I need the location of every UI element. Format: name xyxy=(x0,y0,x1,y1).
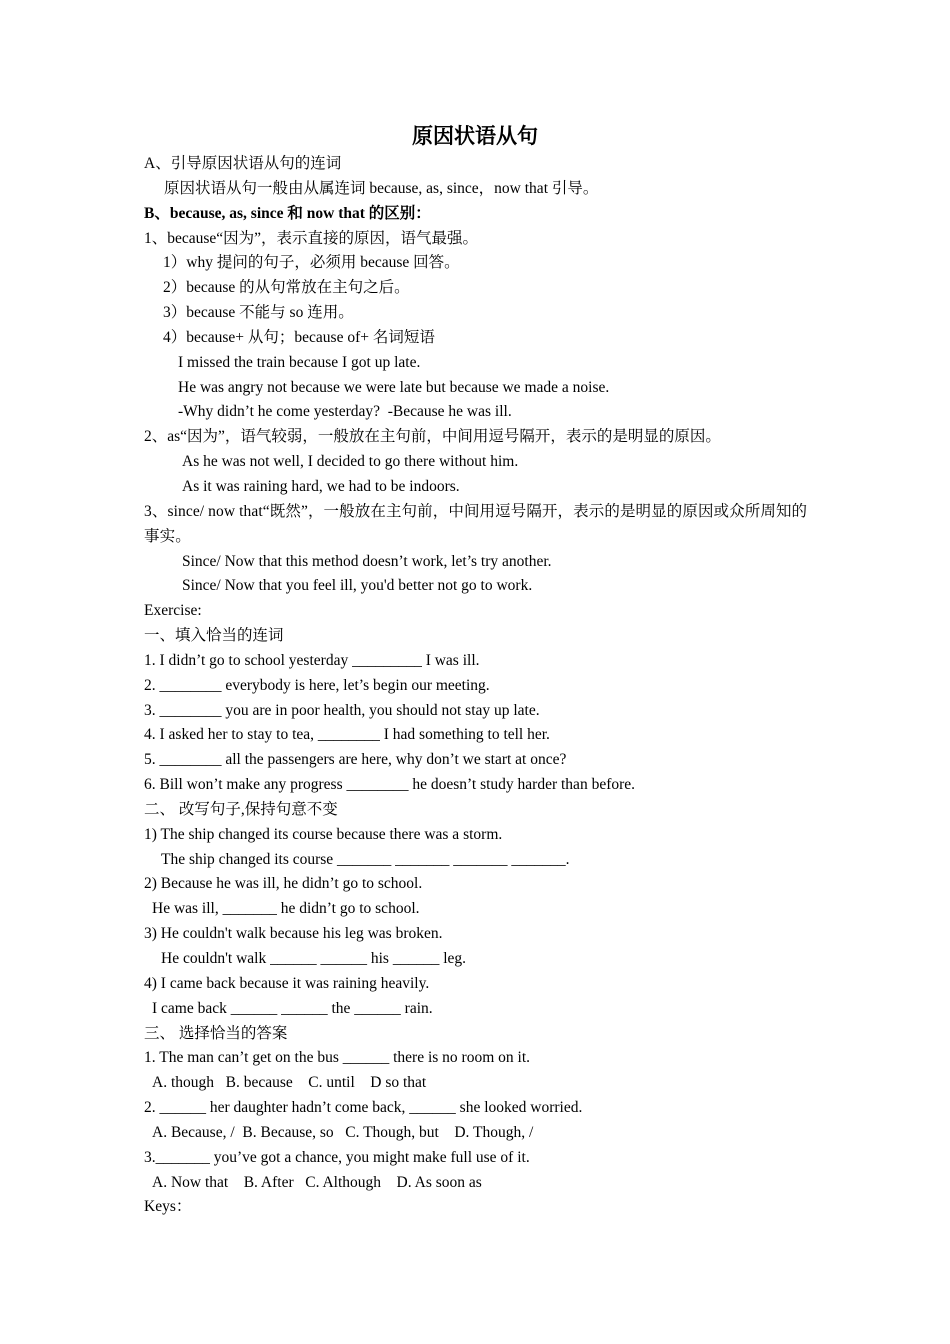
part-2-question: 1) The ship changed its course because there was a storm. xyxy=(144,825,503,843)
part-1-item: 3. ________ you are in poor health, you should not stay up late. xyxy=(144,701,540,719)
keys-label: Keys： xyxy=(144,1198,192,1216)
item-3-text: 3、since/ now that“既然”，一般放在主句前，中间用逗号隔开，表示的是明显的原因或众所周知的事实。 xyxy=(144,502,808,545)
section-b-heading: B、because, as, since 和 now that 的区别： xyxy=(144,204,431,222)
part-2-answer: The ship changed its course _______ _______ _______ _______. xyxy=(161,850,570,868)
item-1-example-1: I missed the train because I got up late. xyxy=(178,353,421,371)
part-3-options: A. though B. because C. until D so that xyxy=(152,1074,427,1092)
item-3-example-1: Since/ Now that this method doesn’t work, let’s try another. xyxy=(182,552,552,570)
part-2-answer: I came back ______ ______ the ______ rain. xyxy=(152,999,433,1017)
part-2-answer: He was ill, _______ he didn’t go to school. xyxy=(152,900,420,918)
part-2-question: 4) I came back because it was raining heavily. xyxy=(144,974,430,992)
item-2-text: 2、as“因为”，语气较弱，一般放在主句前，中间用逗号隔开，表示的是明显的原因。 xyxy=(144,428,721,446)
section-a-body: 原因状语从句一般由从属连词 because, as, since，now that 引导。 xyxy=(164,179,599,197)
item-1-sub-3: 3）because 不能与 so 连用。 xyxy=(163,304,354,322)
part-1-item: 4. I asked her to stay to tea, ________ I had something to tell her. xyxy=(144,726,550,744)
item-1-sub-2: 2）because 的从句常放在主句之后。 xyxy=(163,279,410,297)
part-3-question: 1. The man can’t get on the bus ______ there is no room on it. xyxy=(144,1049,531,1067)
item-1-example-3: -Why didn’t he come yesterday? -Because he was ill. xyxy=(178,403,512,421)
part-3-options: A. Now that B. After C. Although D. As soon as xyxy=(152,1173,482,1191)
part-1-heading: 一、填入恰当的连词 xyxy=(144,627,284,645)
part-3-options: A. Because, / B. Because, so C. Though, but D. Though, / xyxy=(152,1123,534,1141)
section-a-heading: A、引导原因状语从句的连词 xyxy=(144,155,342,172)
item-1-sub-1: 1）why 提问的句子，必须用 because 回答。 xyxy=(163,254,460,272)
part-3-heading: 三、 选择恰当的答案 xyxy=(144,1024,288,1042)
part-2-question: 2) Because he was ill, he didn’t go to school. xyxy=(144,875,423,893)
part-1-item: 2. ________ everybody is here, let’s begin our meeting. xyxy=(144,676,490,694)
item-3-example-2: Since/ Now that you feel ill, you'd better not go to work. xyxy=(182,577,533,595)
item-2-example-1: As he was not well, I decided to go there without him. xyxy=(182,453,519,471)
item-1-text: 1、because“因为”，表示直接的原因，语气最强。 xyxy=(144,229,479,247)
document-page xyxy=(144,120,814,1220)
document-title: 原因状语从句 xyxy=(412,124,538,148)
part-2-question: 3) He couldn't walk because his leg was broken. xyxy=(144,925,443,943)
part-3-question: 3._______ you’ve got a chance, you might make full use of it. xyxy=(144,1148,530,1166)
part-2-answer: He couldn't walk ______ ______ his ______ leg. xyxy=(161,950,467,967)
part-1-item: 1. I didn’t go to school yesterday _________ I was ill. xyxy=(144,651,480,669)
part-1-item: 6. Bill won’t make any progress ________ he doesn’t study harder than before. xyxy=(144,776,636,794)
item-1-example-2: He was angry not because we were late but because we made a noise. xyxy=(178,378,610,396)
item-1-sub-4: 4）because+ 从句；because of+ 名词短语 xyxy=(163,328,435,346)
part-2-heading: 二、 改写句子,保持句意不变 xyxy=(144,800,338,818)
exercise-label: Exercise: xyxy=(144,602,202,620)
part-1-item: 5. ________ all the passengers are here, why don’t we start at once? xyxy=(144,751,567,769)
item-2-example-2: As it was raining hard, we had to be indoors. xyxy=(182,477,460,495)
part-3-question: 2. ______ her daughter hadn’t come back, ______ she looked worried. xyxy=(144,1099,583,1117)
